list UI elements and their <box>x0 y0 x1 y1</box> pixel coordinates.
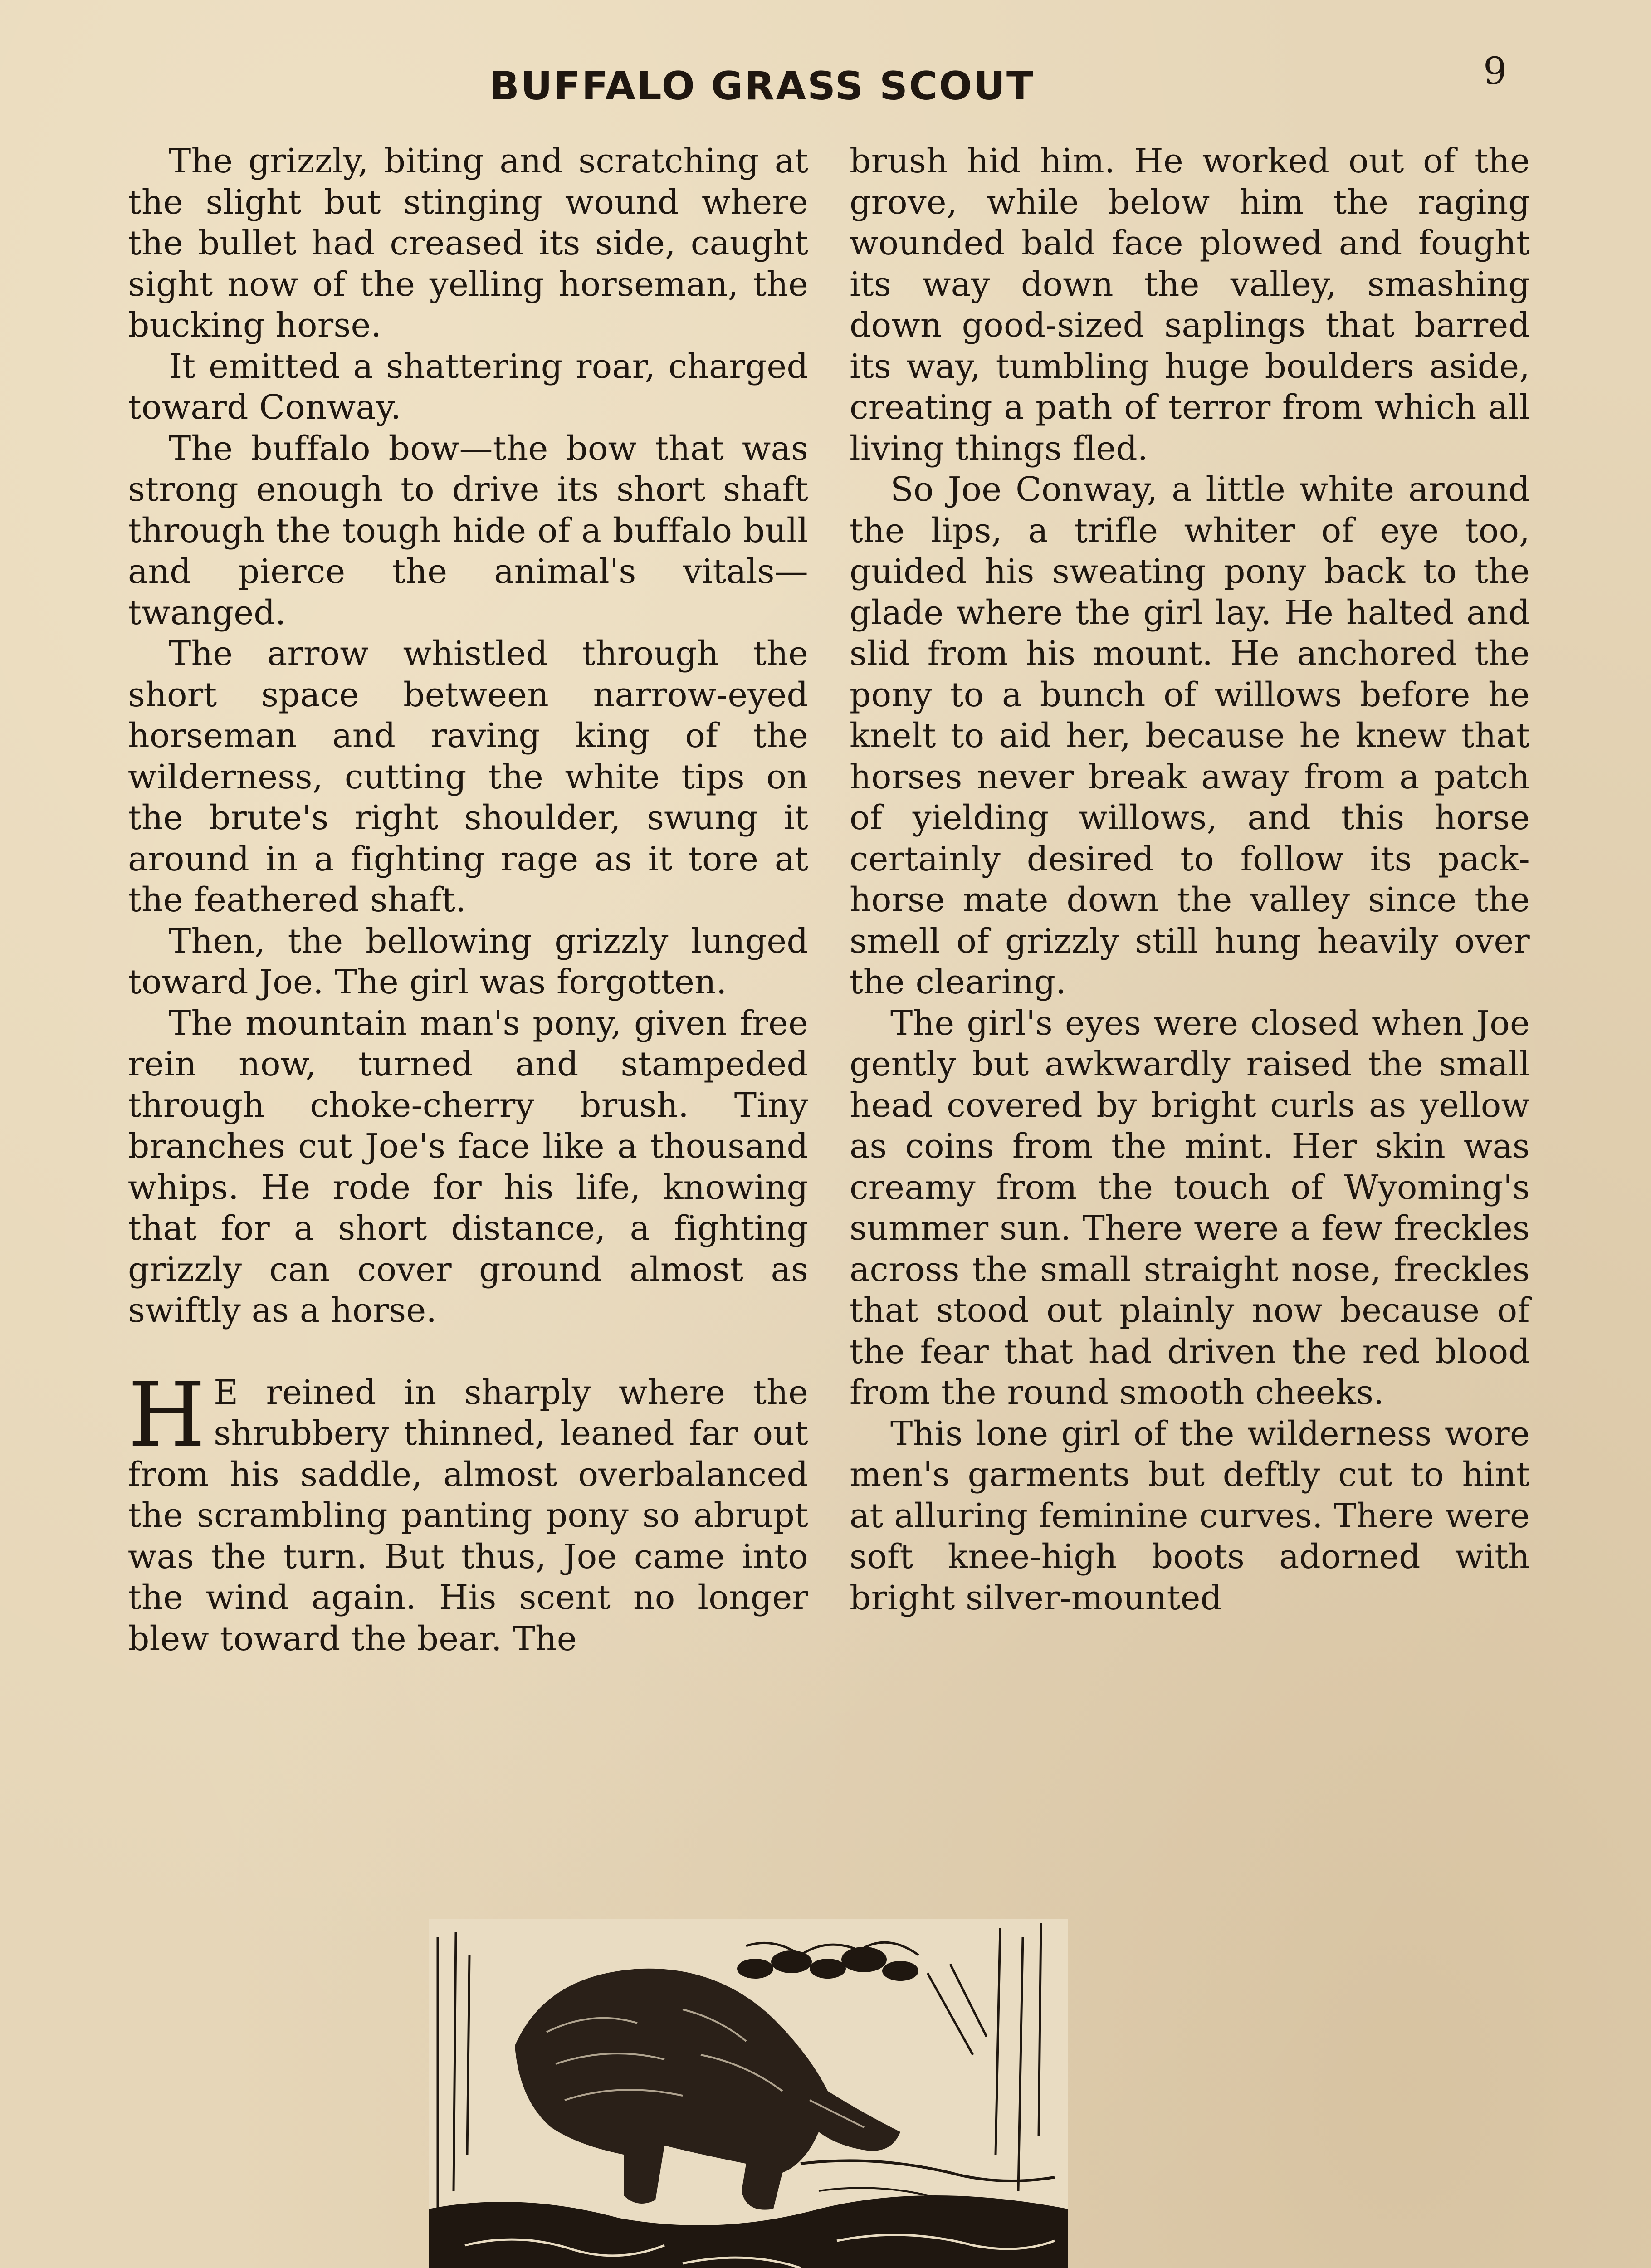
paragraph: This lone girl of the wilderness wore men's garments but deftly cut to hint at alluring feminine curves. There were soft knee-high boots adorned with bright silver-mounted <box>850 1414 1530 1618</box>
drop-cap: H <box>128 1363 206 1467</box>
page-number: 9 <box>1483 50 1507 93</box>
running-title: BUFFALO GRASS SCOUT <box>489 64 1035 109</box>
drop-cap-paragraph-text: E reined in sharply where the shrubbery thinned, leaned far out from his saddle, almost overbalanced the scrambling panting pony so abrupt was the turn. But thus, Joe came into the wind again. His scent no longer blew toward the bear. The <box>128 1373 808 1658</box>
right-column <box>850 141 1530 1618</box>
paragraph: The girl's eyes were closed when Joe gently but awkwardly raised the small head covered by bright curls as yellow as coins from the mint. Her skin was creamy from the touch of Wyoming's summer sun. There were a few freckles across the small straight nose, freckles that stood out plainly now because of the fear that had driven the red blood from the round smooth cheeks. <box>850 1003 1530 1412</box>
paragraph: Then, the bellowing grizzly lunged toward Joe. The girl was forgotten. <box>128 921 808 1002</box>
drop-cap-paragraph <box>128 1363 808 1660</box>
grizzly-bear-illustration <box>429 1919 1068 2268</box>
left-column <box>128 141 808 1659</box>
paragraph: brush hid him. He worked out of the grove, while below him the raging wounded bald face plowed and fought its way down the valley, smashing down good-sized saplings that barred its way, tumbling huge boulders aside, creating a path of terror from which all living things fled. <box>850 142 1530 468</box>
paragraph: So Joe Conway, a little white around the lips, a trifle whiter of eye too, guided his sweating pony back to the glade where the girl lay. He halted and slid from his mount. He anchored the pony to a bunch of willows before he knelt to aid her, because he knew that horses never break away from a patch of yielding willows, and this horse certainly desired to follow its pack-horse mate down the valley since the smell of grizzly still hung heavily over the clearing. <box>850 470 1530 1002</box>
paragraph: The buffalo bow—the bow that was strong enough to drive its short shaft through the tough hide of a buffalo bull and pierce the animal's vitals—twanged. <box>128 429 808 632</box>
paragraph: The arrow whistled through the short space between narrow-eyed horseman and raving king of the wilderness, cutting the white tips on the brute's right shoulder, swung it around in a fighting rage as it tore at the feathered shaft. <box>128 634 808 919</box>
paragraph: The grizzly, biting and scratching at the slight but stinging wound where the bullet had creased its side, caught sight now of the yelling horseman, the bucking horse. <box>128 142 808 345</box>
paragraph: The mountain man's pony, given free rein now, turned and stampeded through choke-cherry brush. Tiny branches cut Joe's face like a thousand whips. He rode for his life, knowing that for a short distance, a fighting grizzly can cover ground almost as swiftly as a horse. <box>128 1003 808 1330</box>
paragraph: It emitted a shattering roar, charged toward Conway. <box>128 347 808 427</box>
